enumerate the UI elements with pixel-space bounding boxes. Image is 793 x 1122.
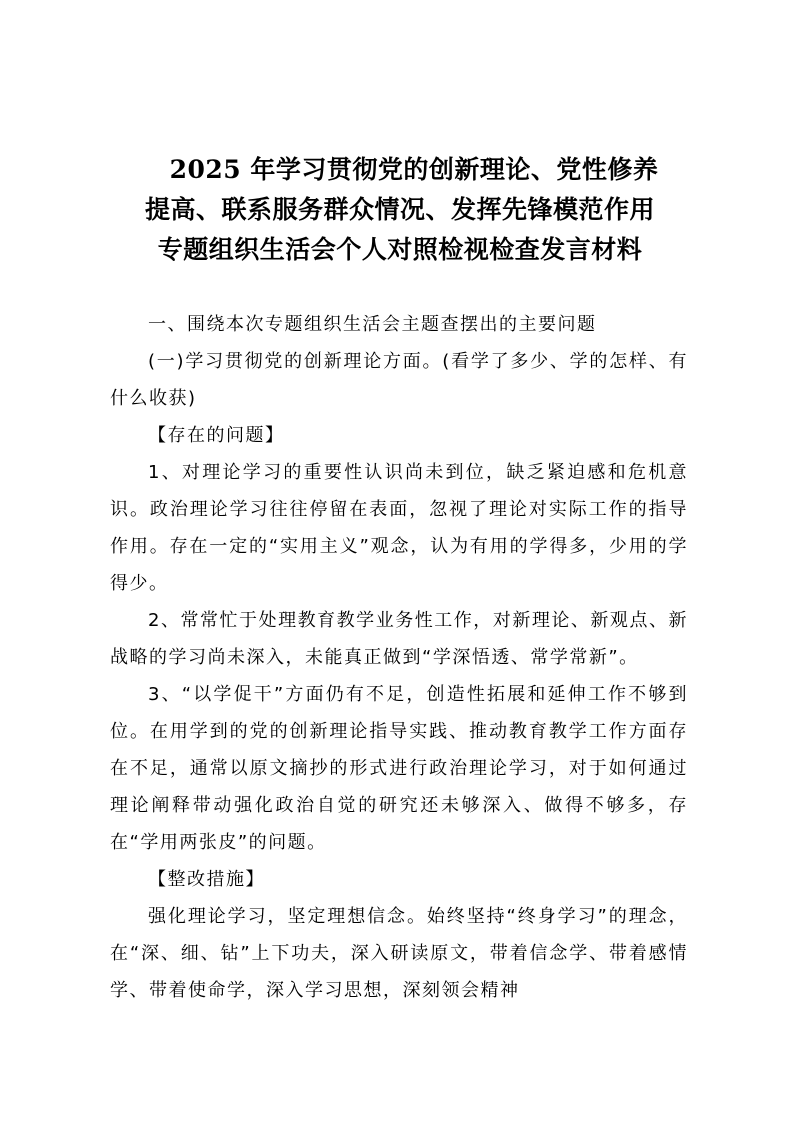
document-body <box>110 306 688 1009</box>
title-line: 提高、联系服务群众情况、发挥先锋模范作用 <box>144 195 655 224</box>
document-title <box>100 150 700 270</box>
measures-label: 【整改措施】 <box>148 869 265 890</box>
problem-paragraph: 2、常常忙于处理教育教学业务性工作，对新理论、新观点、新战略的学习尚未深入，未能真正做到“学深悟透、常学常新”。 <box>110 610 688 668</box>
problem-paragraph: 1、对理论学习的重要性认识尚未到位，缺乏紧迫感和危机意识。政治理论学习往往停留在表面，忽视了理论对实际工作的指导作用。存在一定的“实用主义”观念，认为有用的学得多，少用的学得少。 <box>110 462 688 594</box>
subsection-heading: (一)学习贯彻党的创新理论方面。(看学了多少、学的怎样、有什么收获) <box>110 351 688 409</box>
title-line: 专题组织生活会个人对照检视检查发言材料 <box>157 235 643 264</box>
problems-label: 【存在的问题】 <box>148 425 285 446</box>
problem-paragraph: 3、“以学促干”方面仍有不足，创造性拓展和延伸工作不够到位。在用学到的党的创新理论指导实践、推动教育教学工作方面存在不足，通常以原文摘抄的形式进行政治理论学习，对于如何通过理论阐释带动强化政治自觉的研究还未够深入、做得不够多，存在“学用两张皮”的问题。 <box>110 684 688 853</box>
measure-paragraph: 强化理论学习，坚定理想信念。始终坚持“终身学习”的理念，在“深、细、钻”上下功夫，深入研读原文，带着信念学、带着感情学、带着使命学，深入学习思想，深刻领会精神 <box>110 906 688 1001</box>
title-line: 2025 年学习贯彻党的创新理论、党性修养 <box>169 155 659 184</box>
section-heading: 一、围绕本次专题组织生活会主题查摆出的主要问题 <box>148 314 597 335</box>
